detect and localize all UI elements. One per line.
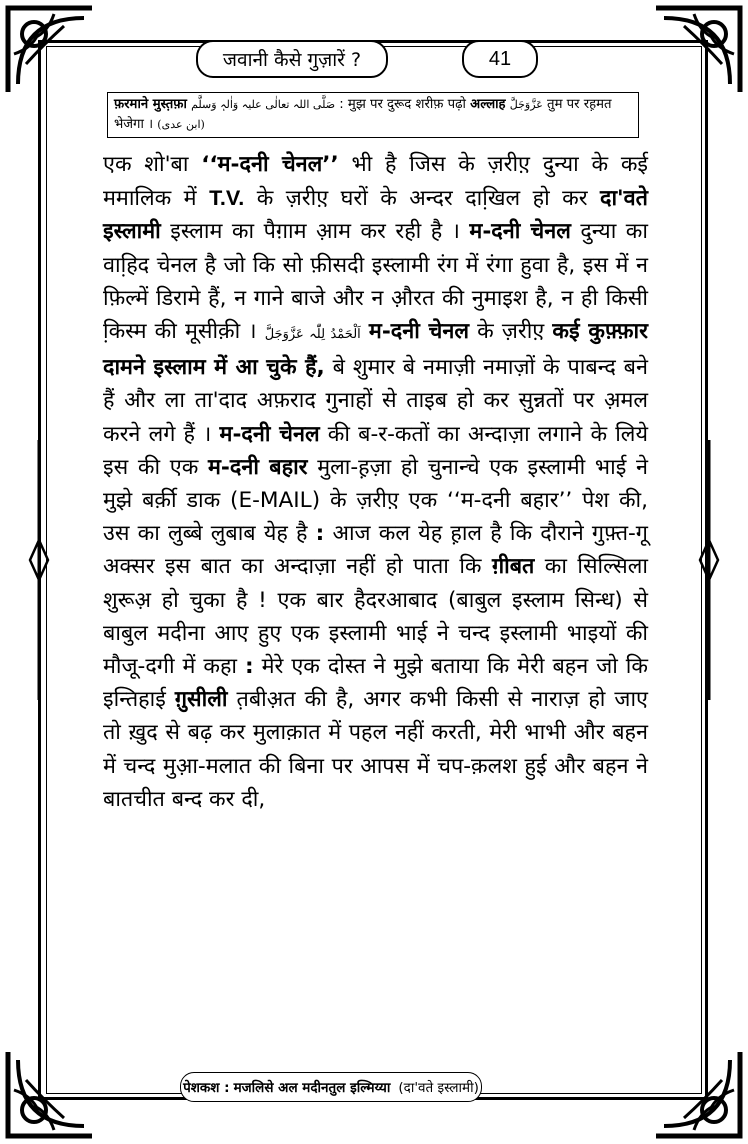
hadith-source: (ابن عدی): [157, 118, 205, 131]
footer-label: पेशकश :: [183, 1080, 230, 1096]
bold-run: कई कुफ़्फ़ार दामने इस्लाम में आ चुके हैं,: [103, 319, 648, 381]
hadith-box: [107, 92, 639, 138]
publisher-footer: [180, 1072, 482, 1102]
bold-run: T.V.: [209, 185, 245, 211]
bold-run: म-दनी चेनल: [469, 219, 571, 245]
text-run: भी है जिस के ज़रीए़ दुन्या के कई ममालिक में: [103, 152, 649, 212]
body-text: [103, 148, 648, 816]
corner-ornament-icon: [652, 4, 744, 96]
text-run: का सिल्सिला शुरूअ़ हो चुका है ! एक बार हैदरआबाद (बाबुल इस्लाम सिन्ध) से बाबुल मदीना आए हुए एक इस्लामी भाई ने चन्द इस्लामी भाइयों की मौजू-दगी में कहा: [103, 554, 648, 680]
hadith-text-b: तुम पर रह़मत भेजेगा ।: [114, 97, 612, 132]
azza-text: عَزَّوَجَلَّ: [509, 98, 543, 111]
bold-run: ‘‘म-दनी चेनल’’: [201, 152, 339, 177]
bold-run: दा'वते इस्लामी: [103, 186, 648, 245]
text-run: मुला-ह़ज़ा हो चुनान्चे एक इस्लामी भाई ने मुझे बर्क़ी डाक (E-MAIL) के ज़रीए़ एक ‘‘म-दनी बहार’’ पेश की, उस का लुब्बे लुबाब येह है: [103, 454, 648, 547]
salutation-text: صَلَّی اللہ تعالٰی علیہ وَاٰلہٖ وَسلَّم: [191, 98, 336, 111]
hadith-text-a: : मुझ पर दुरूद शरीफ़ पढ़ो: [339, 97, 466, 112]
body-paragraph: [103, 148, 648, 816]
bold-run: ग़ुसीली: [174, 687, 228, 713]
bold-run: :: [245, 654, 254, 680]
corner-ornament-icon: [652, 1048, 744, 1140]
corner-ornament-icon: [4, 1048, 96, 1140]
side-ornament-icon: [698, 440, 720, 700]
text-run: त़बीअ़त की है, अगर कभी किसी से नाराज़ हो जाए तो ख़ुद से बढ़ कर मुलाक़ात में पहल नहीं करती, मेरी भाभी और बहन में चन्द मुआ़-मलात की बिना पर आपस में चप-क़लश हुई और बहन ने बातचीत बन्द कर दी,: [103, 687, 648, 812]
text-run: के ज़रीए़ घरों के अन्दर दाखि़ल हो कर: [256, 186, 588, 212]
hadith-label: फ़रमाने मुस्त़फ़ा: [114, 97, 187, 112]
text-run: बे शुमार बे नमाज़ी नमाज़ों के पाबन्द बने हैं और ला ता'दाद अफ़राद गुनाहों से ताइब हो कर सुन्नतों पर अ़मल करने लगे हैं ।: [103, 355, 648, 447]
corner-ornament-icon: [4, 4, 96, 96]
footer-org: (दा'वते इस्लामी): [398, 1080, 479, 1096]
text-run: की ब-र-कतों का अन्दाज़ा लगाने के लिये इस की एक: [103, 421, 648, 480]
text-run: इस्लाम का पैग़ाम आ़म कर रही है ।: [170, 219, 460, 245]
side-ornament-icon: [28, 440, 50, 700]
book-title: जवानी कैसे गुज़ारें ?: [196, 40, 388, 78]
footer-publisher: मजलिसे अल मदीनतुल इल्मिय्या: [233, 1080, 391, 1096]
bold-run: ग़ीबत: [491, 554, 535, 580]
bold-run: म-दनी बहार: [208, 454, 308, 480]
text-run: मेरे एक दोस्त ने मुझे बताया कि मेरी बहन जो कि इन्तिहाई: [103, 654, 648, 713]
bold-run: :: [315, 521, 325, 547]
arabic-run: اَلْحَمْدُ لِلّٰہ عَزَّوَجَلَّ: [264, 327, 361, 343]
hadith-allah: अल्लाह: [470, 97, 506, 112]
text-run: एक शो'बा: [103, 152, 189, 177]
text-run: दुन्या का वाहि़द चेनल है जो कि सो फ़ीसदी इस्लामी रंग में रंगा हुवा है, इस में न फ़िल्में डिरामे हैं, न गाने बाजे और न औ़रत की नुमाइश है, न ही किसी कि़स्म की मूसीक़ी ।: [103, 219, 648, 345]
text-run: के ज़रीए़: [477, 319, 545, 345]
bold-run: म-दनी चेनल: [368, 319, 469, 345]
page-number: 41: [462, 40, 538, 78]
text-run: आज कल येह ह़ाल है कि दौराने गुफ़्त-गू अक्सर इस बात का अन्दाज़ा नहीं हो पाता कि: [103, 521, 648, 580]
bold-run: म-दनी चेनल: [219, 421, 320, 447]
